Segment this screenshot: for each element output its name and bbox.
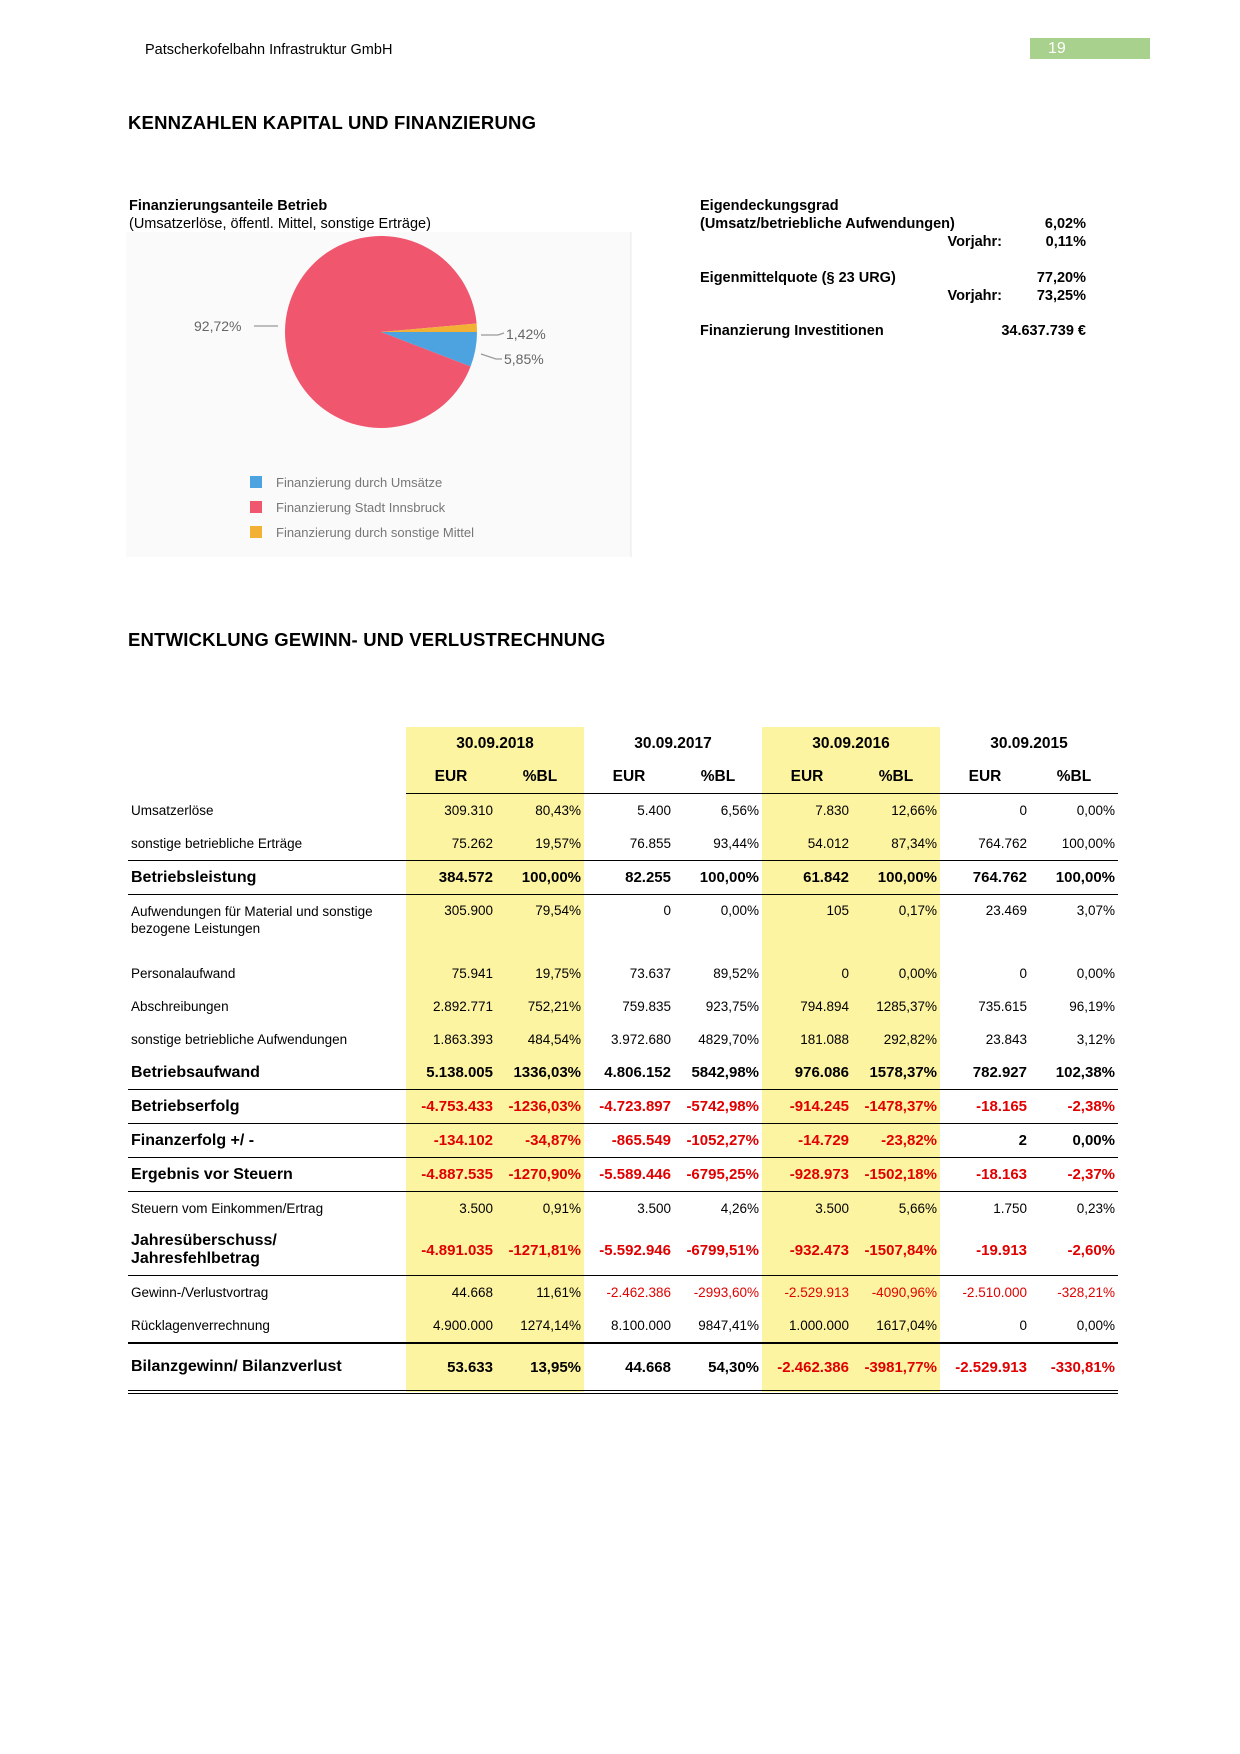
cell-eur: 75.262	[406, 827, 496, 861]
cell-eur: 3.500	[406, 1192, 496, 1226]
cell-pct: 3,07%	[1076, 903, 1115, 918]
cell-pct: 0,00%	[1076, 1318, 1115, 1333]
table-row-steuern	[128, 1192, 1118, 1226]
header-date: 30.09.2018	[406, 727, 584, 760]
cell-pct: 9847,41%	[698, 1318, 759, 1333]
kpi-eigendeckung-label: Eigendeckungsgrad	[700, 198, 839, 214]
cell-pct: -1236,03%	[496, 1090, 584, 1124]
cell-eur: 1.000.000	[762, 1309, 852, 1343]
cell-eur: 0	[1019, 1318, 1027, 1333]
cell-pct: 100,00%	[674, 861, 762, 895]
cell-eur: 384.572	[406, 861, 496, 895]
guv-table	[128, 727, 1118, 1394]
cell-pct: 96,19%	[1069, 999, 1115, 1014]
cell-eur: 0	[1019, 803, 1027, 818]
cell-eur: 54.012	[762, 827, 852, 861]
cell-pct: 102,38%	[1030, 1056, 1118, 1090]
cell-eur: 0	[762, 957, 852, 990]
cell-pct: -6795,25%	[674, 1158, 762, 1192]
kpi-eigenmittel-value: 77,20%	[1036, 270, 1086, 286]
row-label: sonstige betriebliche Erträge	[128, 827, 406, 861]
cell-eur: 5.400	[637, 803, 671, 818]
cell-eur: 1.750	[993, 1201, 1027, 1216]
cell-eur: 782.927	[940, 1056, 1030, 1090]
cell-eur: 3.500	[637, 1201, 671, 1216]
cell-pct: -34,87%	[496, 1124, 584, 1158]
cell-eur: 105	[762, 895, 852, 958]
cell-eur: 4.900.000	[406, 1309, 496, 1343]
cell-pct: 4829,70%	[698, 1032, 759, 1047]
cell-pct: 0,00%	[1030, 1124, 1118, 1158]
cell-eur: 73.637	[629, 966, 671, 981]
cell-pct: -5742,98%	[674, 1090, 762, 1124]
cell-eur: 2	[940, 1124, 1030, 1158]
table-row-personal	[128, 957, 1118, 990]
cell-eur: 794.894	[762, 990, 852, 1023]
cell-pct: 13,95%	[496, 1343, 584, 1392]
cell-pct: 1274,14%	[496, 1309, 584, 1343]
kpi-vorjahr-label-2: Vorjahr:	[947, 288, 1002, 304]
legend-swatch-stadt	[250, 501, 262, 513]
row-label: Gewinn-/Verlustvortrag	[131, 1285, 269, 1300]
cell-eur: 3.500	[762, 1192, 852, 1226]
cell-pct: 3,12%	[1076, 1032, 1115, 1047]
table-header-dates	[128, 727, 1118, 760]
pie-chart	[126, 232, 638, 562]
header-pct: %BL	[1030, 760, 1118, 794]
cell-pct: 292,82%	[852, 1023, 940, 1056]
kpi-eigenmittel-prev: 73,25%	[1036, 288, 1086, 304]
row-label: Aufwendungen für Material und sonstige bezogene Leistungen	[131, 904, 373, 936]
cell-pct: 93,44%	[674, 827, 762, 861]
legend-swatch-sonstige	[250, 526, 262, 538]
cell-eur: -2.510.000	[962, 1285, 1027, 1300]
cell-eur: -4.723.897	[584, 1090, 674, 1124]
header-blank	[128, 727, 406, 760]
legend-swatch-umsaetze	[250, 476, 262, 488]
cell-eur: 759.835	[622, 999, 671, 1014]
cell-eur: -18.163	[940, 1158, 1030, 1192]
cell-pct: -2,37%	[1030, 1158, 1118, 1192]
cell-pct: 80,43%	[496, 794, 584, 828]
cell-pct: 19,75%	[496, 957, 584, 990]
cell-eur: -4.891.035	[406, 1225, 496, 1276]
cell-eur: -134.102	[406, 1124, 496, 1158]
cell-eur: 305.900	[406, 895, 496, 958]
table-row-sonstige-ertraege	[128, 827, 1118, 861]
cell-eur: 2.892.771	[406, 990, 496, 1023]
row-label: Betriebserfolg	[128, 1090, 406, 1124]
legend-text-sonstige: Finanzierung durch sonstige Mittel	[276, 525, 474, 540]
table-row-betriebsleistung	[128, 861, 1118, 895]
chart-subtitle: (Umsatzerlöse, öffentl. Mittel, sonstige Erträge)	[129, 216, 431, 232]
cell-pct: 11,61%	[496, 1276, 584, 1310]
table-row-umsatzerloese	[128, 794, 1118, 828]
cell-eur: 5.138.005	[406, 1056, 496, 1090]
kpi-eigendeckung-sub: (Umsatz/betriebliche Aufwendungen)	[700, 216, 955, 232]
cell-pct: 1578,37%	[852, 1056, 940, 1090]
cell-pct: 100,00%	[1030, 827, 1118, 861]
cell-pct: 923,75%	[705, 999, 759, 1014]
cell-pct: 0,00%	[720, 903, 759, 918]
cell-pct: 0,17%	[852, 895, 940, 958]
row-label: Personalaufwand	[131, 966, 236, 981]
table-row-ergebnis-vor-steuern	[128, 1158, 1118, 1192]
cell-eur: -5.592.946	[584, 1225, 674, 1276]
section-title-kennzahlen: KENNZAHLEN KAPITAL UND FINANZIERUNG	[128, 112, 537, 133]
header-date: 30.09.2017	[634, 734, 712, 752]
cell-eur: 0	[663, 903, 671, 918]
cell-eur: 1.863.393	[406, 1023, 496, 1056]
table-row-material	[128, 895, 1118, 958]
header-date: 30.09.2016	[762, 727, 940, 760]
cell-eur: -19.913	[940, 1225, 1030, 1276]
cell-pct: 6,56%	[720, 803, 759, 818]
header-eur: EUR	[940, 760, 1030, 794]
cell-pct: 0,00%	[1076, 803, 1115, 818]
row-label: Rücklagenverrechnung	[131, 1318, 270, 1333]
cell-eur: -2.529.913	[762, 1276, 852, 1310]
cell-pct: 0,00%	[852, 957, 940, 990]
cell-eur: 76.855	[584, 827, 674, 861]
cell-pct: -1478,37%	[852, 1090, 940, 1124]
legend-text-umsaetze: Finanzierung durch Umsätze	[276, 475, 443, 490]
cell-pct: 100,00%	[496, 861, 584, 895]
header-pct: %BL	[674, 760, 762, 794]
cell-pct: -330,81%	[1030, 1343, 1118, 1392]
header-pct: %BL	[852, 760, 940, 794]
legend-text-stadt: Finanzierung Stadt Innsbruck	[276, 500, 446, 515]
page-number: 19	[1030, 38, 1150, 59]
section-title-guv: ENTWICKLUNG GEWINN- UND VERLUSTRECHNUNG	[128, 629, 606, 650]
cell-pct: -1271,81%	[496, 1225, 584, 1276]
pie-label-blue: 5,85%	[504, 351, 544, 367]
cell-eur: 53.633	[406, 1343, 496, 1392]
cell-pct: 1285,37%	[852, 990, 940, 1023]
kpi-eigenmittel-label: Eigenmittelquote (§ 23 URG)	[700, 270, 896, 286]
cell-eur: 8.100.000	[610, 1318, 671, 1333]
row-label: Steuern vom Einkommen/Ertrag	[131, 1201, 324, 1216]
cell-eur: -932.473	[762, 1225, 852, 1276]
cell-pct: -1502,18%	[852, 1158, 940, 1192]
cell-eur: 44.668	[584, 1343, 674, 1392]
header-date: 30.09.2015	[990, 734, 1068, 752]
cell-eur: 3.972.680	[610, 1032, 671, 1047]
cell-eur: 44.668	[406, 1276, 496, 1310]
cell-eur: -2.462.386	[606, 1285, 671, 1300]
kpi-finanzierung-value: 34.637.739 €	[1001, 323, 1086, 339]
cell-pct: -3981,77%	[852, 1343, 940, 1392]
cell-eur: 23.469	[985, 903, 1027, 918]
cell-pct: 87,34%	[852, 827, 940, 861]
cell-pct: 19,57%	[496, 827, 584, 861]
cell-eur: 75.941	[406, 957, 496, 990]
header-eur: EUR	[406, 760, 496, 794]
cell-pct: -2993,60%	[693, 1285, 759, 1300]
pie-label-orange: 1,42%	[506, 326, 546, 342]
cell-eur: 4.806.152	[584, 1056, 674, 1090]
cell-eur: -14.729	[762, 1124, 852, 1158]
table-row-sonstige-aufwendungen	[128, 1023, 1118, 1056]
cell-eur: 309.310	[406, 794, 496, 828]
header-eur: EUR	[762, 760, 852, 794]
cell-eur: 23.843	[985, 1032, 1027, 1047]
cell-eur: 735.615	[978, 999, 1027, 1014]
cell-pct: -23,82%	[852, 1124, 940, 1158]
row-label: Finanzerfolg +/ -	[128, 1124, 406, 1158]
table-row-vortrag	[128, 1276, 1118, 1310]
pie-chart-svg	[126, 232, 638, 562]
cell-pct: -2,60%	[1030, 1225, 1118, 1276]
kpi-vorjahr-label: Vorjahr:	[947, 234, 1002, 250]
kpi-block	[700, 197, 1090, 340]
row-label: sonstige betriebliche Aufwendungen	[131, 1032, 348, 1047]
row-label: Betriebsaufwand	[128, 1056, 406, 1090]
cell-eur: 976.086	[762, 1056, 852, 1090]
row-label: Abschreibungen	[131, 999, 229, 1014]
cell-eur: -4.753.433	[406, 1090, 496, 1124]
cell-pct: 5842,98%	[674, 1056, 762, 1090]
cell-pct: -1270,90%	[496, 1158, 584, 1192]
cell-pct: 752,21%	[496, 990, 584, 1023]
pie-label-main: 92,72%	[194, 318, 242, 334]
table-row-betriebsaufwand	[128, 1056, 1118, 1090]
cell-pct: 12,66%	[852, 794, 940, 828]
cell-eur: 181.088	[762, 1023, 852, 1056]
cell-pct: -2,38%	[1030, 1090, 1118, 1124]
cell-pct: 79,54%	[496, 895, 584, 958]
cell-eur: 61.842	[762, 861, 852, 895]
cell-eur: 0	[1019, 966, 1027, 981]
row-label-line1: Jahresüberschuss/	[131, 1232, 277, 1249]
row-label: Bilanzgewinn/ Bilanzverlust	[128, 1343, 406, 1392]
cell-pct: 4,26%	[720, 1201, 759, 1216]
cell-eur: -914.245	[762, 1090, 852, 1124]
cell-eur: 82.255	[584, 861, 674, 895]
table-row-abschreibungen	[128, 990, 1118, 1023]
table-row-bilanzergebnis	[128, 1343, 1118, 1392]
row-label: Ergebnis vor Steuern	[128, 1158, 406, 1192]
kpi-eigendeckung-prev: 0,11%	[1045, 234, 1086, 250]
table-row-finanzerfolg	[128, 1124, 1118, 1158]
cell-pct: 0,00%	[1076, 966, 1115, 981]
company-name: Patscherkofelbahn Infrastruktur GmbH	[145, 42, 393, 58]
header-eur: EUR	[584, 760, 674, 794]
cell-eur: -2.529.913	[940, 1343, 1030, 1392]
row-label: Betriebsleistung	[128, 861, 406, 895]
cell-pct: 1617,04%	[852, 1309, 940, 1343]
cell-eur: -4.887.535	[406, 1158, 496, 1192]
cell-eur: -5.589.446	[584, 1158, 674, 1192]
cell-eur: 764.762	[940, 827, 1030, 861]
cell-pct: 1336,03%	[496, 1056, 584, 1090]
cell-eur: -865.549	[584, 1124, 674, 1158]
row-label: Umsatzerlöse	[131, 802, 214, 818]
cell-pct: 484,54%	[496, 1023, 584, 1056]
cell-eur: 764.762	[940, 861, 1030, 895]
cell-pct: -6799,51%	[674, 1225, 762, 1276]
cell-pct: 89,52%	[713, 966, 759, 981]
cell-eur: 7.830	[762, 794, 852, 828]
chart-title: Finanzierungsanteile Betrieb	[129, 198, 328, 214]
table-header-units	[128, 760, 1118, 794]
kpi-finanzierung-label: Finanzierung Investitionen	[700, 323, 884, 339]
kpi-eigendeckung-value: 6,02%	[1044, 216, 1086, 232]
header-blank	[128, 760, 406, 794]
header-pct: %BL	[496, 760, 584, 794]
cell-eur: -2.462.386	[762, 1343, 852, 1392]
cell-pct: 5,66%	[852, 1192, 940, 1226]
table-row-ruecklagen	[128, 1309, 1118, 1343]
cell-pct: -1052,27%	[674, 1124, 762, 1158]
cell-pct: 0,23%	[1076, 1201, 1115, 1216]
table-row-jahresergebnis	[128, 1225, 1118, 1276]
cell-eur: -18.165	[940, 1090, 1030, 1124]
cell-pct: -1507,84%	[852, 1225, 940, 1276]
cell-pct: 100,00%	[1030, 861, 1118, 895]
cell-pct: 0,91%	[496, 1192, 584, 1226]
table-row-betriebserfolg	[128, 1090, 1118, 1124]
chart-title-block	[129, 197, 431, 233]
cell-pct: 54,30%	[674, 1343, 762, 1392]
row-label-line2: Jahresfehlbetrag	[131, 1250, 260, 1267]
cell-pct: -4090,96%	[852, 1276, 940, 1310]
row-label	[128, 1225, 406, 1276]
cell-pct: -328,21%	[1057, 1285, 1115, 1300]
cell-eur: -928.973	[762, 1158, 852, 1192]
cell-pct: 100,00%	[852, 861, 940, 895]
